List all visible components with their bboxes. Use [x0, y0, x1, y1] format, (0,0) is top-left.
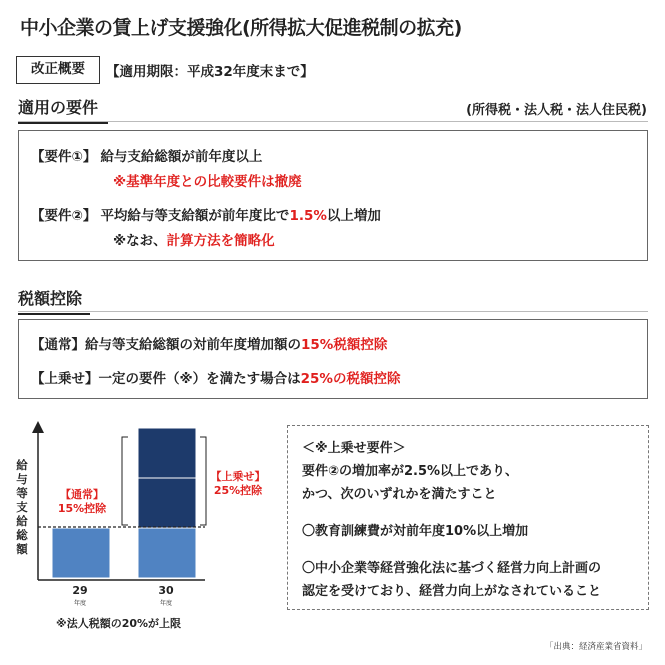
requirement-2-tag: 【要件②】: [31, 208, 97, 224]
extra-req-option2a: 〇中小企業等経営強化法に基づく経営力向上計画の: [302, 561, 602, 576]
y-axis-label: 給与等支給総額: [16, 458, 28, 556]
page-title: 中小企業の賃上げ支援強化(所得拡大促進税制の拡充): [20, 17, 462, 39]
divider: [18, 311, 648, 312]
heading-underline: [18, 313, 90, 315]
deduction-extra: [31, 367, 400, 387]
bar-30-segment-0: [138, 528, 196, 578]
caption-extra-line2: 25%控除: [213, 484, 263, 497]
deduction-normal-text: 給与等支給総額の対前年度増加額の: [85, 337, 301, 353]
source-note: 「出典：経済産業省資料」: [544, 642, 647, 652]
requirement-1-text: 給与支給総額が前年度以上: [100, 149, 263, 165]
extra-req-heading: ＜※上乗せ要件＞: [302, 441, 406, 456]
deduction-normal-rate: 15%税額控除: [301, 337, 388, 353]
requirement-2-note-highlight: 計算方法を簡略化: [166, 233, 275, 249]
x-tick-29-unit: 年度: [73, 600, 86, 607]
extra-req-option2b: 認定を受けており、経営力向上がなされていること: [302, 584, 602, 599]
requirement-1: [31, 145, 262, 165]
bar-30-segment-1: [138, 478, 196, 528]
heading-underline: [18, 122, 108, 124]
requirement-1-note: ※基準年度との比較要件は撤廃: [113, 174, 302, 190]
x-tick-30-unit: 年度: [159, 600, 172, 607]
requirement-2-note: [113, 229, 275, 249]
bracket-right: [200, 437, 206, 525]
requirement-1-tag: 【要件①】: [31, 149, 97, 165]
caption-extra-line1: 【上乗せ】: [210, 470, 266, 483]
section-deduction-label: 税額控除: [18, 289, 83, 308]
requirement-2-note-prefix: ※なお、: [113, 233, 167, 249]
requirement-2-text: 平均給与等支給額が前年度比で: [100, 208, 290, 224]
limit-note: ※法人税額の20%が上限: [56, 617, 182, 630]
caption-normal-line1: 【通常】: [60, 488, 104, 501]
extra-req-line2: かつ、次のいずれかを満たすこと: [302, 487, 497, 502]
deduction-extra-rate: 25%の税額控除: [300, 371, 401, 387]
x-tick-30: 30: [158, 584, 174, 597]
requirement-2-text-end: 以上増加: [326, 208, 381, 224]
section-requirements-label: 適用の要件: [18, 98, 99, 117]
requirement-2-rate: 1.5%: [289, 208, 327, 224]
application-period: 【適用期限：平成32年度末まで】: [106, 64, 314, 80]
deduction-box: [18, 319, 648, 399]
extra-req-option1: 〇教育訓練費が対前年度10%以上増加: [302, 524, 529, 539]
caption-extra: [210, 470, 266, 498]
caption-normal: [57, 488, 107, 516]
kaisei-label: 改正概要: [16, 56, 100, 84]
applicable-taxes: (所得税・法人税・法人住民税): [466, 103, 647, 118]
bar-29-segment-0: [52, 528, 110, 578]
divider: [18, 121, 648, 122]
requirement-2: [31, 204, 381, 224]
section-requirements-heading: [18, 95, 108, 118]
x-tick-29: 29: [72, 584, 88, 597]
bar-30-segment-2: [138, 428, 196, 478]
requirements-box: [18, 130, 648, 261]
deduction-normal-tag: 【通常】: [31, 337, 85, 353]
deduction-extra-tag: 【上乗せ】: [31, 371, 99, 387]
section-deduction-heading: [18, 286, 90, 309]
extra-req-line1: 要件②の増加率が2.5%以上であり、: [302, 464, 519, 479]
bracket-left: [122, 437, 128, 525]
deduction-extra-text: 一定の要件（※）を満たす場合は: [98, 371, 301, 387]
deduction-normal: [31, 333, 387, 353]
caption-normal-line2: 15%控除: [57, 502, 107, 515]
